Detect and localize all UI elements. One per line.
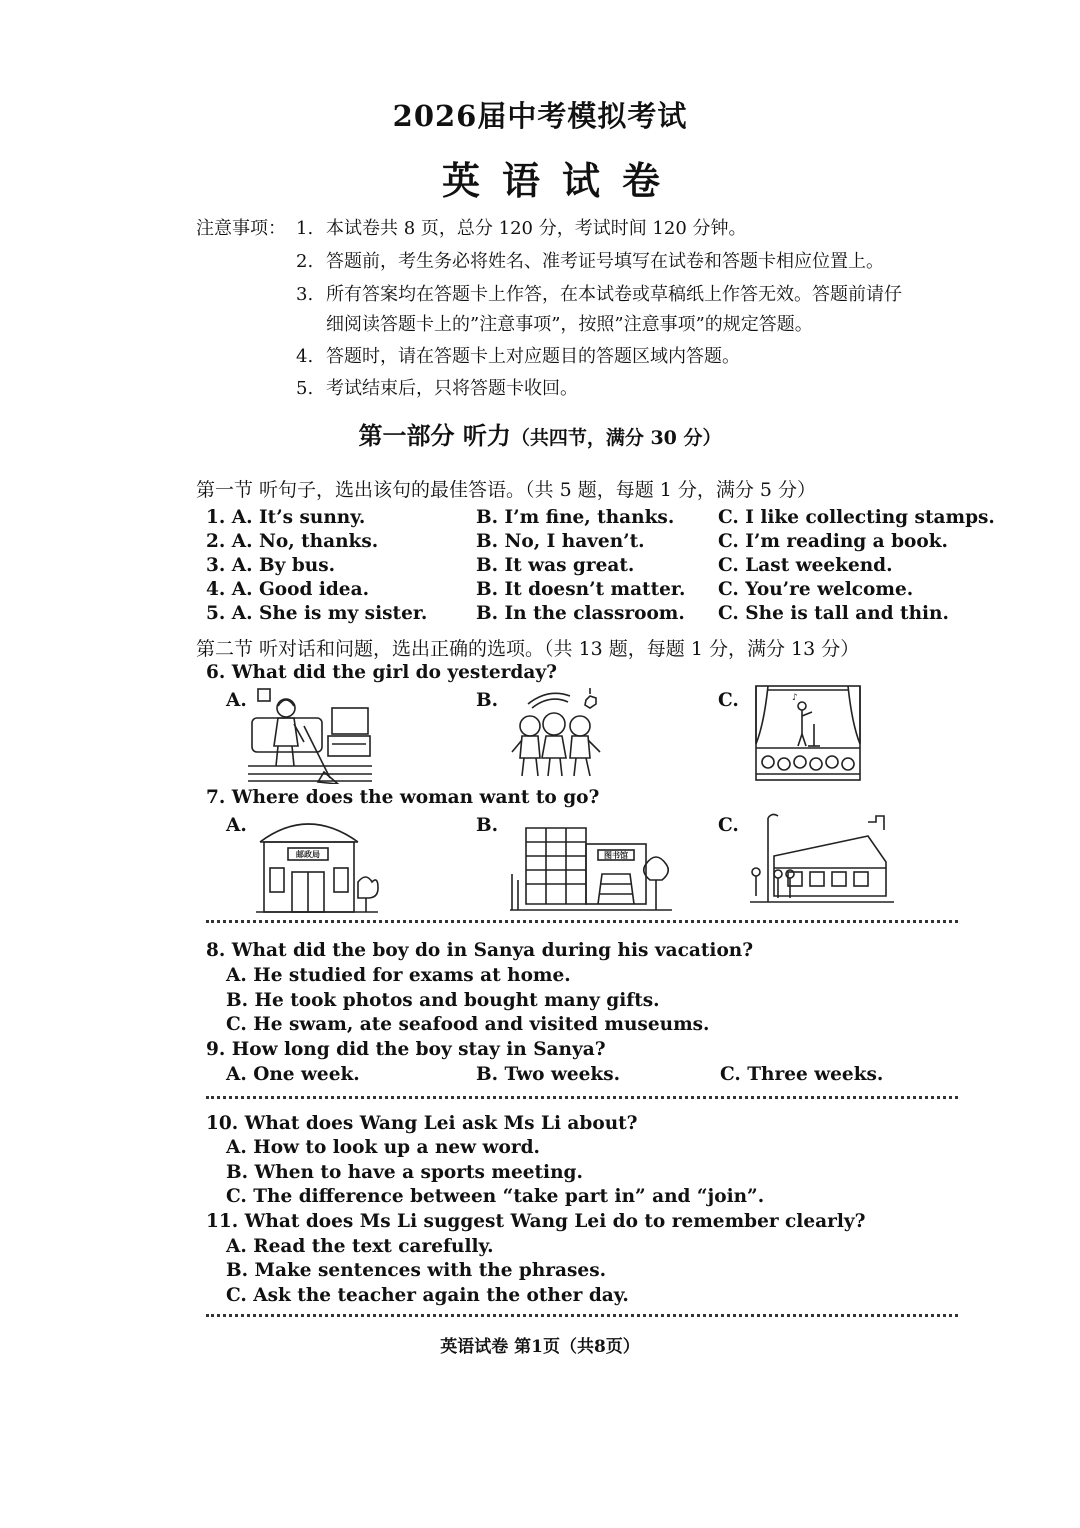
question-11: 11. What does Ms Li suggest Wang Lei do to remember clearly? — [206, 1211, 866, 1232]
pic-label-c: C. — [718, 815, 739, 836]
notice-item: 3. 所有答案均在答题卡上作答，在本试卷或草稿纸上作答无效。答题前请仔 — [296, 284, 902, 305]
pic-label-c: C. — [718, 690, 739, 711]
question-row — [226, 1064, 986, 1090]
question-row — [206, 579, 966, 605]
section-2-title: 第二节 听对话和问题，选出正确的选项。（共 13 题，每题 1 分，满分 13 分） — [196, 638, 860, 660]
option-b: B. It doesn’t matter. — [476, 579, 686, 600]
option-c: C. Last weekend. — [718, 555, 893, 576]
part-title-note: （共四节，满分 30 分） — [510, 427, 722, 449]
option-a: 5. A. She is my sister. — [206, 603, 428, 624]
exam-title: 2026届中考模拟考试 — [392, 99, 688, 133]
question-row — [206, 603, 966, 629]
question-6: 6. What did the girl do yesterday? — [206, 662, 557, 683]
pic-label-a: A. — [226, 690, 247, 711]
option-a: A. Read the text carefully. — [226, 1236, 494, 1257]
children-dancing-icon — [508, 686, 608, 782]
girl-sweeping-icon — [248, 686, 374, 784]
option-c: C. You’re welcome. — [718, 579, 914, 600]
dotted-divider — [206, 1096, 958, 1099]
stage-performance-icon — [754, 684, 862, 782]
option-b: B. No, I haven’t. — [476, 531, 645, 552]
option-c: C. Ask the teacher again the other day. — [226, 1285, 629, 1306]
dotted-divider — [206, 1314, 958, 1317]
option-a: 4. A. Good idea. — [206, 579, 370, 600]
library-sign: 图书馆 — [604, 850, 628, 860]
option-c: C. I’m reading a book. — [718, 531, 948, 552]
pic-label-a: A. — [226, 815, 247, 836]
option-a: A. He studied for exams at home. — [226, 965, 571, 986]
post-office-icon — [254, 812, 380, 916]
option-c: C. He swam, ate seafood and visited museums. — [226, 1014, 710, 1035]
question-9: 9. How long did the boy stay in Sanya? — [206, 1039, 606, 1060]
post-office-sign: 邮政局 — [296, 849, 320, 859]
question-row — [206, 555, 966, 581]
page-footer: 英语试卷 第1页（共8页） — [440, 1337, 640, 1357]
option-b: B. He took photos and bought many gifts. — [226, 990, 660, 1011]
option-a: A. How to look up a new word. — [226, 1137, 540, 1158]
pic-label-b: B. — [476, 815, 499, 836]
option-a: 3. A. By bus. — [206, 555, 336, 576]
notice-item: 2. 答题前，考生务必将姓名、准考证号填写在试卷和答题卡相应位置上。 — [296, 251, 884, 272]
option-b: B. In the classroom. — [476, 603, 685, 624]
option-a: 2. A. No, thanks. — [206, 531, 379, 552]
question-row — [206, 531, 966, 557]
train-station-icon — [748, 812, 896, 908]
question-10: 10. What does Wang Lei ask Ms Li about? — [206, 1113, 638, 1134]
option-b: B. It was great. — [476, 555, 635, 576]
notice-item: 1. 本试卷共 8 页，总分 120 分，考试时间 120 分钟。 — [296, 218, 747, 239]
question-7: 7. Where does the woman want to go? — [206, 787, 600, 808]
option-b: B. Make sentences with the phrases. — [226, 1260, 607, 1281]
option-b: B. When to have a sports meeting. — [226, 1162, 583, 1183]
notice-label: 注意事项： — [196, 218, 286, 239]
option-a: A. One week. — [226, 1064, 360, 1085]
pic-label-b: B. — [476, 690, 499, 711]
option-c: C. Three weeks. — [720, 1064, 884, 1085]
library-icon — [506, 824, 676, 916]
option-c: C. I like collecting stamps. — [718, 507, 995, 528]
dotted-divider — [206, 920, 958, 923]
question-row — [206, 507, 995, 533]
svg-text:♪: ♪ — [792, 693, 798, 703]
option-c: C. She is tall and thin. — [718, 603, 949, 624]
part-title-main: 第一部分 听力 — [358, 421, 511, 450]
option-a: 1. A. It’s sunny. — [206, 507, 366, 528]
notice-item-continued: 细阅读答题卡上的”注意事项”，按照”注意事项”的规定答题。 — [326, 314, 813, 335]
option-b: B. Two weeks. — [476, 1064, 621, 1085]
question-8: 8. What did the boy do in Sanya during his vacation? — [206, 940, 754, 961]
section-1-title: 第一节 听句子，选出该句的最佳答语。（共 5 题，每题 1 分，满分 5 分） — [196, 479, 817, 501]
notice-item: 5. 考试结束后，只将答题卡收回。 — [296, 378, 578, 399]
notice-item: 4. 答题时，请在答题卡上对应题目的答题区域内答题。 — [296, 346, 740, 367]
part-title — [0, 416, 1080, 451]
option-b: B. I’m fine, thanks. — [476, 507, 675, 528]
exam-subtitle: 英语试卷 — [441, 158, 682, 203]
option-c: C. The difference between “take part in” and “join”. — [226, 1186, 765, 1207]
